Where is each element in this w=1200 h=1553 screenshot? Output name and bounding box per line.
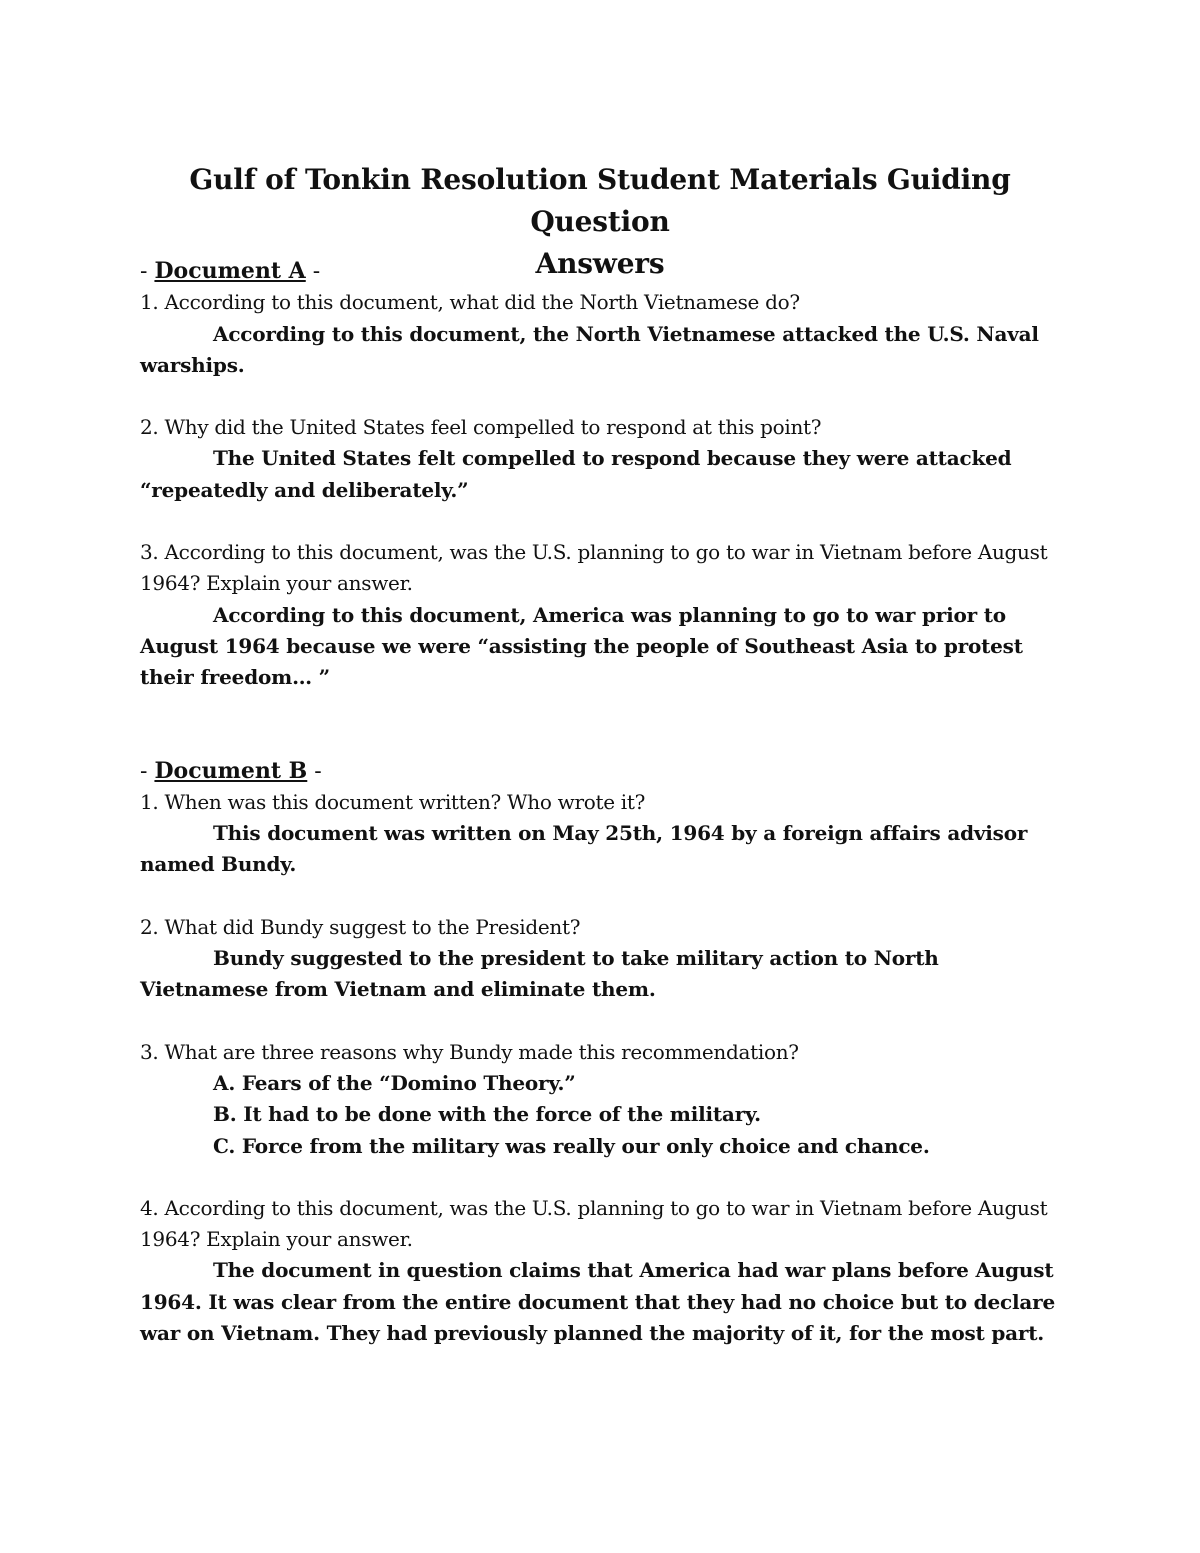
section-heading-document-a: - Document A - xyxy=(140,258,321,284)
answer-b4: The document in question claims that America had war plans before August 1964. It was clear from the entire document that they had no choice but to declare war on Vietnam. They had previously planned the majority of it, for the most part. xyxy=(140,1258,1055,1346)
question-a2: 2. Why did the United States feel compelled to respond at this point? xyxy=(140,415,822,440)
question-b1: 1. When was this document written? Who wrote it? xyxy=(140,789,646,814)
title-line-2: Answers xyxy=(535,246,665,280)
title-line-1: Gulf of Tonkin Resolution Student Materials Guiding Question xyxy=(189,162,1011,238)
answer-a1: According to this document, the North Vietnamese attacked the U.S. Naval warships. xyxy=(140,321,1039,377)
answer-b2: Bundy suggested to the president to take military action to North Vietnamese from Vietnam and eliminate them. xyxy=(140,946,939,1002)
answer-b3-option-c: C. Force from the military was really our only choice and chance. xyxy=(213,1133,930,1158)
document-body xyxy=(140,256,1070,1349)
answer-a2: The United States felt compelled to respond because they were attacked “repeatedly and deliberately.” xyxy=(140,446,1012,502)
section-label: Document B xyxy=(154,757,308,784)
answer-b1: This document was written on May 25th, 1964 by a foreign affairs advisor named Bundy. xyxy=(140,821,1028,877)
question-b4: 4. According to this document, was the U.S. planning to go to war in Vietnam before August 1964? Explain your answer. xyxy=(140,1195,1048,1252)
section-heading-document-b: - Document B - xyxy=(140,757,322,784)
question-a3: 3. According to this document, was the U.S. planning to go to war in Vietnam before August 1964? Explain your answer. xyxy=(140,540,1048,596)
question-b3: 3. What are three reasons why Bundy made this recommendation? xyxy=(140,1039,799,1064)
answer-a3: According to this document, America was planning to go to war prior to August 1964 because we were “assisting the people of Southeast Asia to protest their freedom… ” xyxy=(140,602,1023,690)
question-a1: 1. According to this document, what did the North Vietnamese do? xyxy=(140,290,800,315)
section-label: Document A xyxy=(154,258,306,284)
answer-b3-option-b: B. It had to be done with the force of the military. xyxy=(213,1102,761,1127)
answer-b3-option-a: A. Fears of the “Domino Theory.” xyxy=(213,1070,576,1095)
question-b2: 2. What did Bundy suggest to the President? xyxy=(140,914,581,939)
